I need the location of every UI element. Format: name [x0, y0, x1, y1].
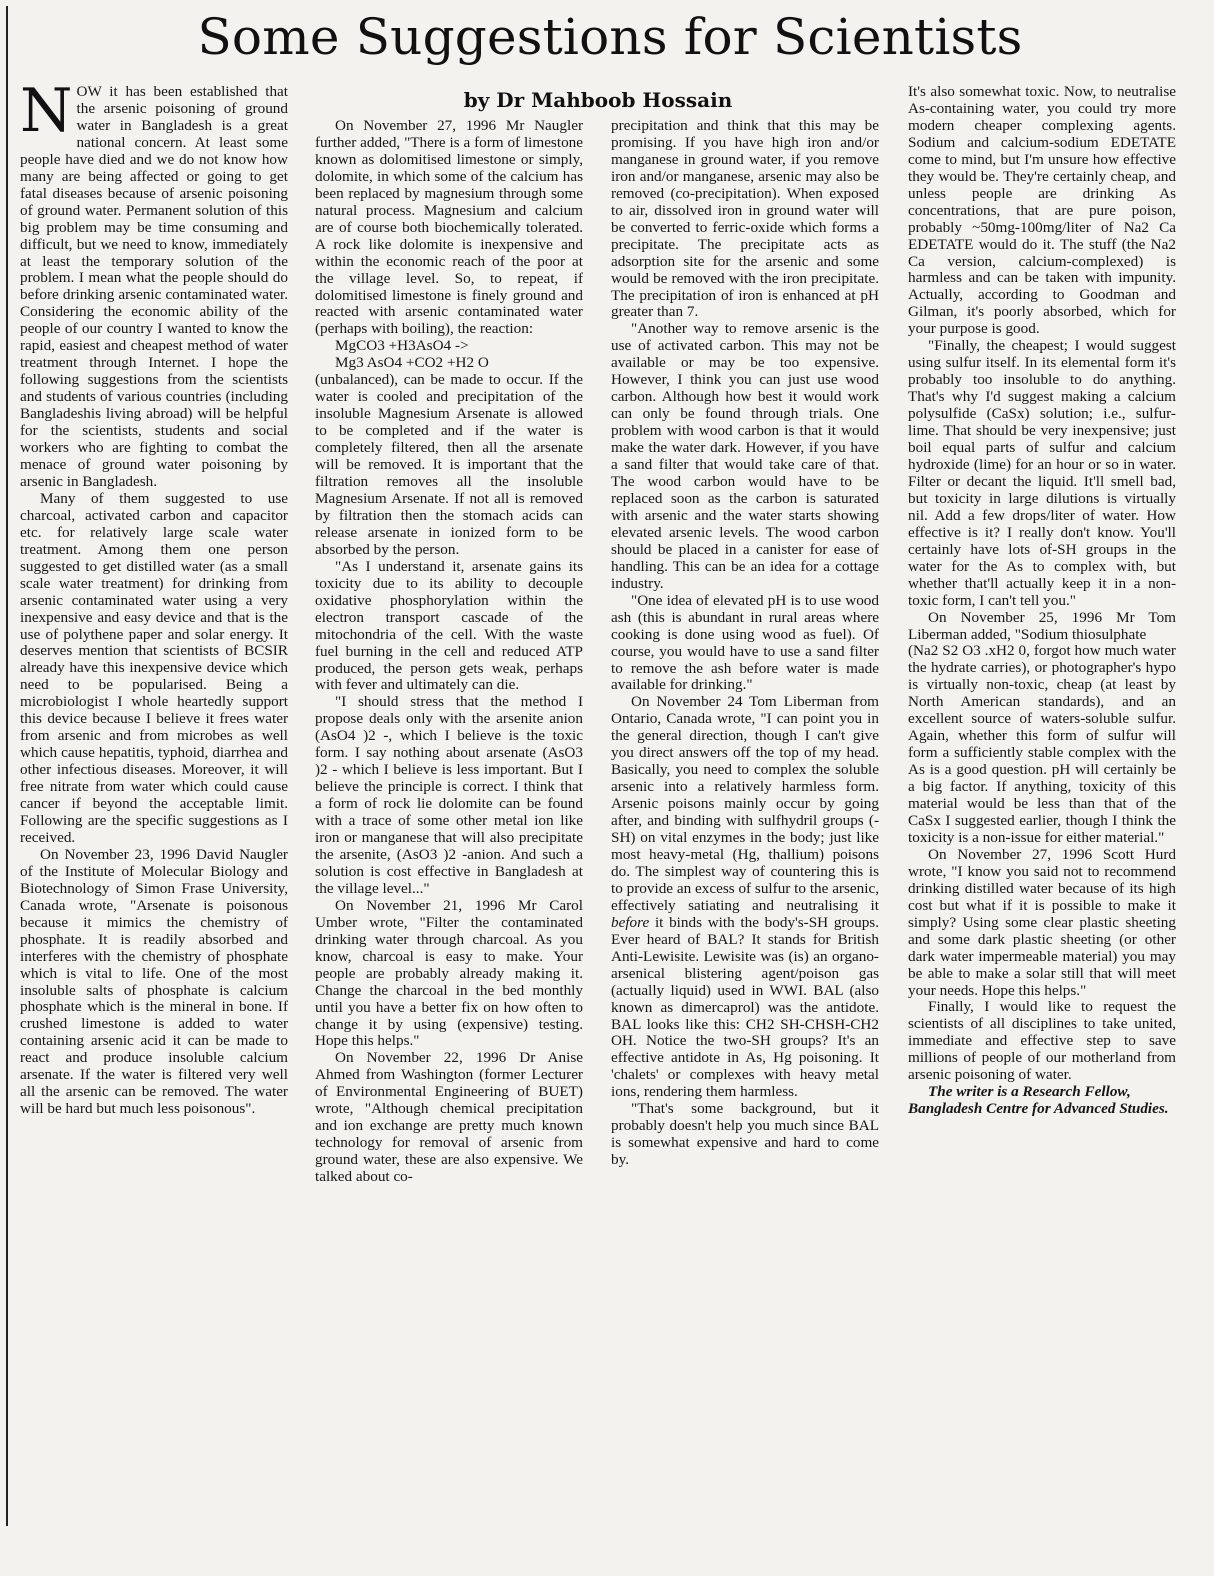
paragraph: (Na2 S2 O3 .xH2 0, forgot how much water the hydrate carries), or photographer's hypo is virtually non-toxic, cheap (at least by North American standards), and an excellent source of waters-soluble sulfur. Again, whether this form of sulfur will form a sufficiently stable complex with the As is a good question. pH will certainly be a big factor. If anything, toxicity of this material would be less than that of the CaSx I suggested earlier, though I think the toxicity is a non-issue for either material." — [908, 642, 1176, 846]
paragraph: On November 21, 1996 Mr Carol Umber wrote, "Filter the contaminated drinking water through charcoal. As you know, charcoal is easy to make. Your people are probably already making it. Change the charcoal in the bed monthly until you have a better fix on how often to change it by using (expensive) testing. Hope this helps." — [315, 896, 583, 1050]
paragraph: Many of them suggested to use charcoal, activated carbon and capacitor etc. for relatively large scale water treatment. Among them one person suggested to get distilled water (as a small scale water treatment) for drinking from arsenic contaminated water using a very inexpensive and easy device and that is the use of polythene paper and solar energy. It deserves mention that scientists of BCSIR already have this inexpensive device which need to be popularised. Being a microbiologist I whole heartedly support this device because I believe it frees water from arsenic and from microbes as well which cause hepatitis, typhoid, diarrhea and other infectious diseases. Moreover, it will free nitrate from water which could cause cancer if beyond the acceptable limit. Following are the specific suggestions as I received. — [20, 489, 288, 846]
paragraph: precipitation and think that this may be promising. If you have high iron and/or manganese in ground water, if you remove iron and/or manganese, arsenic may also be removed (co-precipitation). When exposed to air, dissolved iron in ground water will be converted to ferric-oxide which forms a precipitate. The precipitate acts as adsorption site for the arsenic and some would be removed with the iron precipitate. The precipitation of iron is enhanced at pH greater than 7. — [611, 118, 879, 321]
drop-cap: N — [20, 84, 73, 146]
emphasis-text: before — [611, 913, 650, 931]
paragraph: On November 27, 1996 Scott Hurd wrote, "I know you said not to recommend drinking distilled water because of its high cost but what if it is possible to make it simply? Using some clear plastic sheeting and some dark plastic sheeting (or other dark water impermeable material) you may be able to make a solar still that will meet your needs. Hope this helps." — [908, 845, 1176, 999]
paragraph-text: it binds with the body's-SH groups. Ever heard of BAL? It stands for British Anti-Lewisite. Lewisite was (is) an organo-arsenical blistering agent/poison gas (actually liquid) used in WWI. BAL (also known as dimercaprol) was the antidote. BAL looks like this: CH2 SH-CHSH-CH2 OH. Notice the two-SH groups? It's an effective antidote in As, Hg poisoning. It 'chalets' or complexes with heavy metal ions, rendering them harmless. — [611, 913, 879, 1101]
paragraph: "I should stress that the method I propose deals only with the arsenite anion (AsO4 )2 -, which I believe is the toxic form. I say nothing about arsenate (AsO3 )2 - which I believe is less important. But I believe the principle is correct. I think that a form of rock lie dolomite can be found with a trace of some other metal ion like iron or manganese that will also precipitate the arsenite, (AsO3 )2 -anion. And such a solution is cost effective in Bangladesh at the village level..." — [315, 693, 583, 897]
paragraph: It's also somewhat toxic. Now, to neutralise As-containing water, you could try more modern cheaper complexing agents. Sodium and calcium-sodium EDETATE come to mind, but I'm unsure how effective they would be. They're certainly cheap, and unless people are drinking As concentrations, that are pure poison, probably ~50mg-100mg/liter of Na2 Ca EDETATE would do it. The stuff (the Na2 Ca version, calcium-complexed) is harmless and can be taken with impunity. Actually, according to Goodman and Gilman, it's poorly absorbed, which for your purpose is good. — [908, 84, 1176, 338]
article-column-1 — [20, 84, 288, 1524]
paragraph: "Finally, the cheapest; I would suggest using sulfur itself. In its elemental form it's probably too insoluble to do anything. That's why I'd suggest making a calcium polysulfide (CaSx) solution; i.e., sulfur-lime. That should be very inexpensive; just boil equal parts of sulfur and calcium hydroxide (lime) for an hour or so in water. Filter or decant the liquid. It'll smell bad, but toxicity in large dilutions is virtually nil. Add a few drops/liter of water. How effective is it? I really don't know. You'll certainly have lots of-SH groups in the water for the As to complex with, but whether that'll actually keep it in a non-toxic form, I can't tell you." — [908, 337, 1176, 609]
paragraph: On November 22, 1996 Dr Anise Ahmed from Washington (former Lecturer of Environmental Engineering of BUET) wrote, "Although chemical precipitation and ion exchange are pretty much known technology for removal of arsenic from ground water, these are also expensive. We talked about co- — [315, 1049, 583, 1186]
article-column-4 — [908, 84, 1176, 1524]
author-credit: The writer is a Research Fellow, Bangladesh Centre for Advanced Studies. — [908, 1083, 1169, 1118]
paragraph-text: On November 24 Tom Liberman from Ontario, Canada wrote, "I can point you in the general direction, though I can't give you direct answers off the top of my head. Basically, you need to complex the soluble arsenic into a relatively harmless form. Arsenic poisons mainly occur by going after, and binding with sulfhydril groups (-SH) on vital enzymes in the body; just like most heavy-metal (Hg, thallium) poisons do. The simplest way of countering this is to provide an excess of sulfur to the arsenic, effectively satiating and neutralising it — [611, 693, 879, 914]
paragraph: "Another way to remove arsenic is the use of activated carbon. This may not be available or may be too expensive. However, I think you can just use wood carbon. Although how best it would work can only be found through trials. One problem with wood carbon is that it would make the water dark. However, if you have a sand filter that would take care of that. The wood carbon would have to be replaced soon as the carbon is saturated with arsenic and the water starts showing elevated arsenic levels. The wood carbon should be placed in a canister for ease of handling. This can be an idea for a cottage industry. — [611, 320, 879, 592]
paragraph: On November 27, 1996 Mr Naugler further added, "There is a form of limestone known as dolomitised limestone or simply, dolomite, in which some of the calcium has been replaced by magnesium through some natural process. Magnesium and calcium are of course both biochemically tolerated. A rock like dolomite is inexpensive and within the economic reach of the poor at the village level. So, to repeat, if dolomitised limestone is finely ground and reacted with arsenic contaminated water (perhaps with boiling), the reaction: — [315, 118, 583, 338]
article-column-3 — [611, 118, 879, 1524]
paragraph: "As I understand it, arsenate gains its toxicity due to its ability to decouple oxidative phosphorylation within the electron transport cascade of the mitochondria of the cell. With the waste fuel burning in the cell and reduced ATP produced, the person gets weak, perhaps with fever and ultimately can die. — [315, 557, 583, 694]
paragraph: "That's some background, but it probably doesn't help you much since BAL is somewhat expensive and hard to come by. — [611, 1100, 879, 1169]
paragraph: On November 23, 1996 David Naugler of the Institute of Molecular Biology and Biotechnology of Simon Frase University, Canada wrote, "Arsenate is poisonous because it mimics the chemistry of phosphate. It is readily absorbed and interferes with the chemistry of phosphate which is vital to life. One of the most insoluble salts of phosphate is calcium phosphate which is the mineral in bone. If crushed limestone is added to water containing arsenic acid it can be made to react and produce insoluble calcium arsenate. If the water is filtered very well all the arsenic can be removed. The water will be hard but much less poisonous". — [20, 845, 288, 1118]
column-rule — [6, 6, 8, 1526]
paragraph — [20, 84, 288, 491]
byline: by Dr Mahboob Hossain — [463, 88, 733, 112]
chemical-formula: Mg3 AsO4 +CO2 +H2 O — [335, 354, 489, 372]
paragraph-text: OW it has been established that the arsenic poisoning of ground water in Bangladesh is a great national concern. At least some people have died and we do not know how many are being affected or going to get fatal diseases because of arsenic poisoning of ground water. Permanent solution of this big problem may be time consuming and difficult, but we need to know, immediately at least the temporary solution of the problem. I mean what the people should do before drinking arsenic contaminated water. Considering the economic ability of the people of our country I wanted to know the rapid, easiest and cheapest method of water treatment through Internet. I hope the following suggestions from the scientists and students of various countries (including Bangladeshis living abroad) will be helpful for the scientists, students and social workers who are fighting to combat the menace of ground water poisoning by arsenic in Bangladesh. — [20, 84, 288, 490]
article-column-2 — [315, 118, 583, 1524]
paragraph: On November 25, 1996 Mr Tom Liberman added, "Sodium thiosulphate — [908, 608, 1176, 643]
paragraph: Finally, I would like to request the scientists of all disciplines to take united, immediate and effective step to save millions of people of our motherland from arsenic poisoning of water. — [908, 998, 1176, 1084]
paragraph: "One idea of elevated pH is to use wood ash (this is abundant in rural areas where cooking is done using wood as fuel). Of course, you would have to use a sand filter to remove the ash before water is made available for drinking." — [611, 591, 879, 694]
paragraph — [611, 694, 879, 1101]
paragraph: (unbalanced), can be made to occur. If the water is cooled and precipitation of the insoluble Magnesium Arsenate is allowed to be completed and if the water is completely filtered, then all the arsenate will be removed. It is important that the filtration removes all the insoluble Magnesium Arsenate. If not all is removed by filtration then the stomach acids can release arsenate in ionized form to be absorbed by the person. — [315, 371, 583, 558]
chemical-formula: MgCO3 +H3AsO4 -> — [335, 337, 469, 355]
headline: Some Suggestions for Scientists — [197, 8, 1023, 66]
